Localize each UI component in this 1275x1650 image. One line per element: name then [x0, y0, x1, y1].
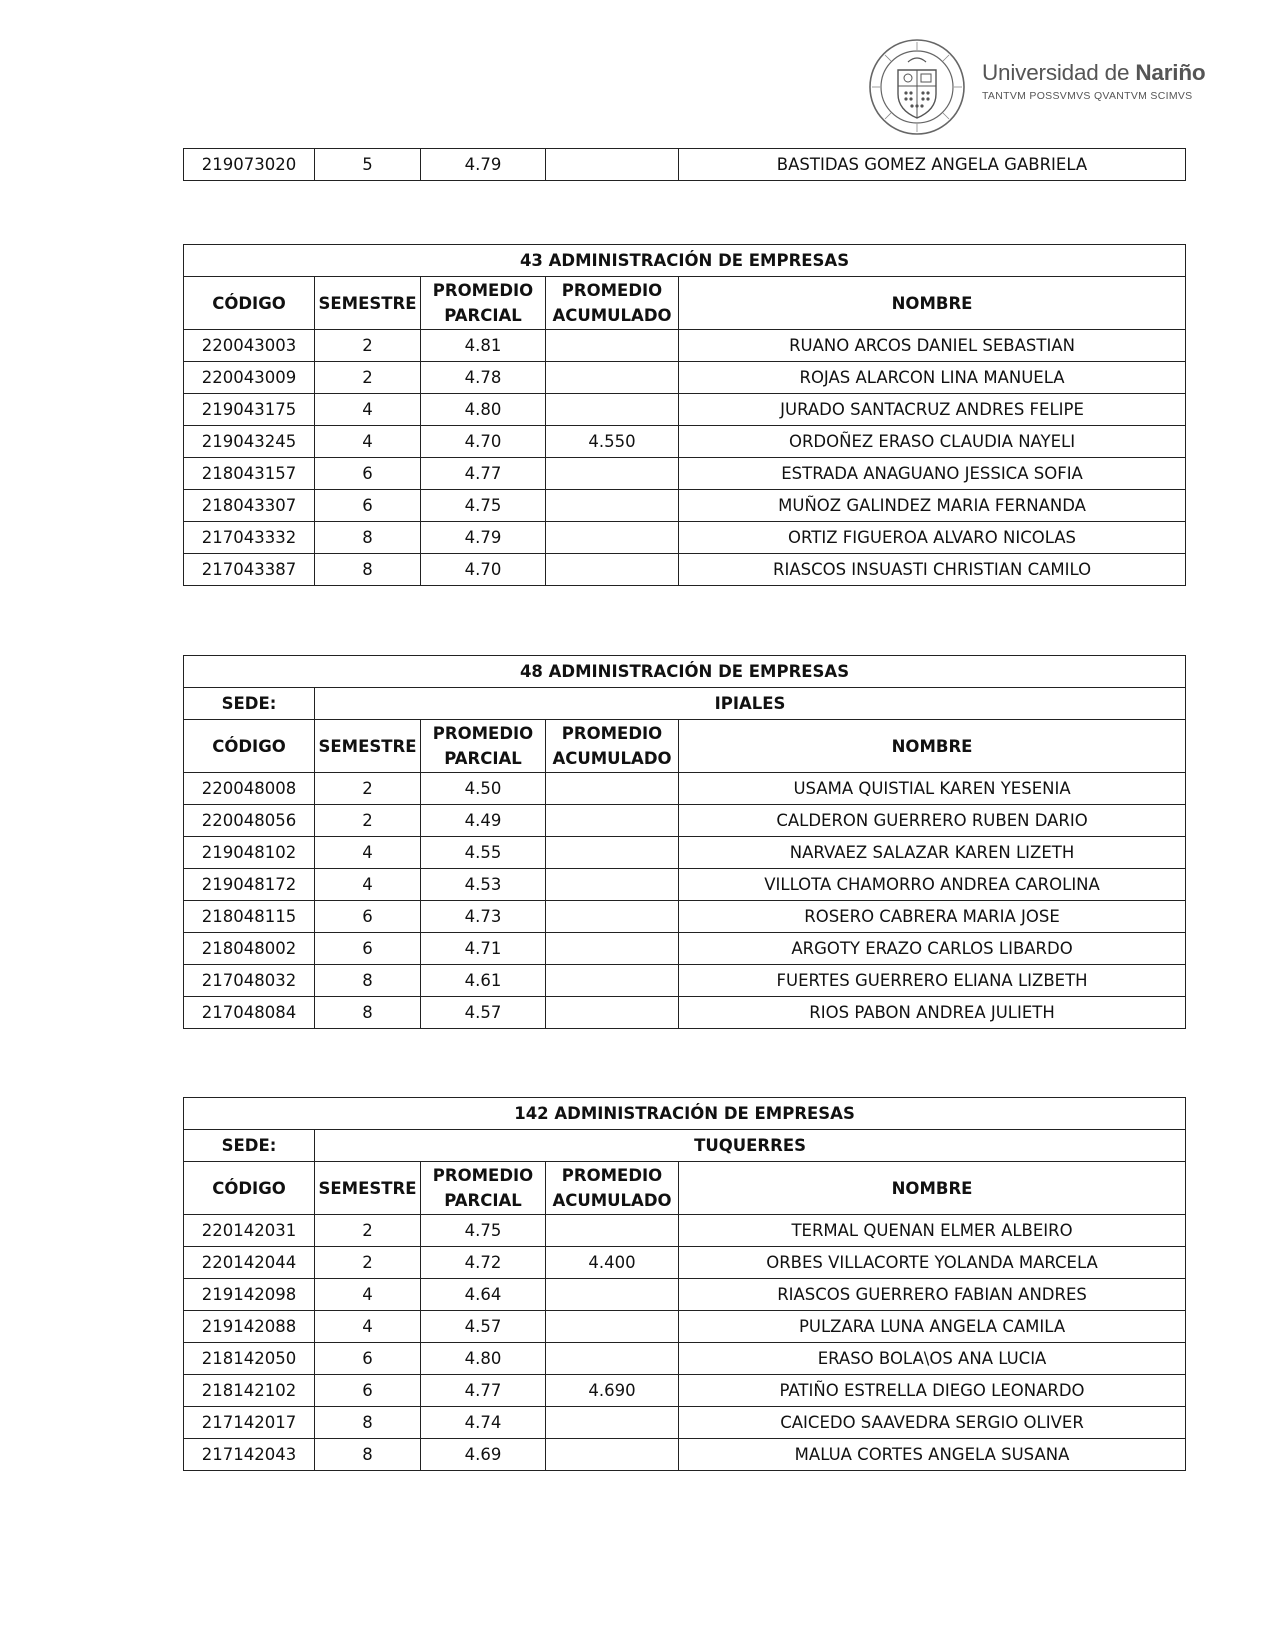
cell-nombre: JURADO SANTACRUZ ANDRES FELIPE [679, 394, 1186, 426]
cell-codigo: 218048115 [184, 901, 315, 933]
cell-semestre: 6 [315, 1343, 421, 1375]
cell-codigo: 219043175 [184, 394, 315, 426]
cell-semestre: 8 [315, 997, 421, 1029]
cell-promedio-acumulado [546, 1407, 679, 1439]
cell-nombre: PATIÑO ESTRELLA DIEGO LEONARDO [679, 1375, 1186, 1407]
cell-promedio-parcial: 4.79 [421, 522, 546, 554]
cell-codigo: 217142017 [184, 1407, 315, 1439]
cell-semestre: 8 [315, 965, 421, 997]
cell-codigo: 220043003 [184, 330, 315, 362]
cell-promedio-acumulado [546, 837, 679, 869]
cell-nombre: RIASCOS INSUASTI CHRISTIAN CAMILO [679, 554, 1186, 586]
cell-promedio-acumulado [546, 1439, 679, 1471]
cell-semestre: 4 [315, 426, 421, 458]
cell-semestre: 6 [315, 458, 421, 490]
cell-promedio-acumulado: 4.550 [546, 426, 679, 458]
university-seal-logo [868, 38, 966, 136]
cell-nombre: VILLOTA CHAMORRO ANDREA CAROLINA [679, 869, 1186, 901]
column-header-promedio-acumulado: PROMEDIO ACUMULADO [546, 720, 679, 773]
cell-nombre: USAMA QUISTIAL KAREN YESENIA [679, 773, 1186, 805]
cell-codigo: 220142031 [184, 1215, 315, 1247]
cell-nombre: ROSERO CABRERA MARIA JOSE [679, 901, 1186, 933]
cell-promedio-parcial: 4.69 [421, 1439, 546, 1471]
cell-promedio-acumulado [546, 1311, 679, 1343]
cell-codigo: 218142102 [184, 1375, 315, 1407]
cell-promedio-acumulado [546, 522, 679, 554]
table-row [184, 330, 1186, 362]
cell-nombre: CAICEDO SAAVEDRA SERGIO OLIVER [679, 1407, 1186, 1439]
cell-promedio-parcial: 4.50 [421, 773, 546, 805]
cell-promedio-parcial: 4.80 [421, 1343, 546, 1375]
cell-promedio-parcial: 4.74 [421, 1407, 546, 1439]
cell-semestre: 2 [315, 773, 421, 805]
cell-promedio-parcial: 4.55 [421, 837, 546, 869]
cell-promedio-acumulado [546, 901, 679, 933]
sede-value: TUQUERRES [315, 1130, 1186, 1162]
cell-promedio-parcial: 4.80 [421, 394, 546, 426]
cell-promedio-acumulado [546, 149, 679, 181]
table-row [184, 1247, 1186, 1279]
cell-codigo: 218142050 [184, 1343, 315, 1375]
table-row [184, 1439, 1186, 1471]
cell-codigo: 219048102 [184, 837, 315, 869]
table-row [184, 869, 1186, 901]
cell-codigo: 219142088 [184, 1311, 315, 1343]
cell-nombre: CALDERON GUERRERO RUBEN DARIO [679, 805, 1186, 837]
cell-promedio-acumulado [546, 869, 679, 901]
university-name: Universidad de Nariño [982, 60, 1206, 85]
cell-nombre: NARVAEZ SALAZAR KAREN LIZETH [679, 837, 1186, 869]
cell-semestre: 8 [315, 1439, 421, 1471]
cell-promedio-parcial: 4.75 [421, 490, 546, 522]
cell-promedio-acumulado [546, 554, 679, 586]
column-header-nombre: NOMBRE [679, 720, 1186, 773]
table-title: 48 ADMINISTRACIÓN DE EMPRESAS [184, 656, 1186, 688]
cell-semestre: 4 [315, 1279, 421, 1311]
column-header-semestre: SEMESTRE [315, 1162, 421, 1215]
cell-promedio-parcial: 4.79 [421, 149, 546, 181]
cell-nombre: FUERTES GUERRERO ELIANA LIZBETH [679, 965, 1186, 997]
cell-nombre: BASTIDAS GOMEZ ANGELA GABRIELA [679, 149, 1186, 181]
cell-nombre: PULZARA LUNA ANGELA CAMILA [679, 1311, 1186, 1343]
cell-promedio-acumulado [546, 1343, 679, 1375]
cell-promedio-parcial: 4.61 [421, 965, 546, 997]
cell-codigo: 218043157 [184, 458, 315, 490]
sede-value: IPIALES [315, 688, 1186, 720]
table-row [184, 1279, 1186, 1311]
table-row [184, 1215, 1186, 1247]
cell-codigo: 218048002 [184, 933, 315, 965]
cell-promedio-acumulado [546, 330, 679, 362]
program-43-table [183, 244, 1186, 586]
table-row [184, 901, 1186, 933]
cell-promedio-acumulado [546, 1279, 679, 1311]
cell-promedio-parcial: 4.70 [421, 426, 546, 458]
cell-promedio-parcial: 4.53 [421, 869, 546, 901]
table-row [184, 458, 1186, 490]
cell-promedio-acumulado [546, 490, 679, 522]
cell-nombre: RUANO ARCOS DANIEL SEBASTIAN [679, 330, 1186, 362]
cell-promedio-parcial: 4.81 [421, 330, 546, 362]
cell-nombre: ORTIZ FIGUEROA ALVARO NICOLAS [679, 522, 1186, 554]
cell-nombre: TERMAL QUENAN ELMER ALBEIRO [679, 1215, 1186, 1247]
cell-promedio-acumulado [546, 965, 679, 997]
cell-promedio-acumulado [546, 773, 679, 805]
table-row [184, 773, 1186, 805]
cell-promedio-parcial: 4.57 [421, 997, 546, 1029]
cell-semestre: 2 [315, 805, 421, 837]
cell-promedio-parcial: 4.70 [421, 554, 546, 586]
cell-promedio-parcial: 4.77 [421, 1375, 546, 1407]
table-row [184, 554, 1186, 586]
cell-codigo: 217142043 [184, 1439, 315, 1471]
column-header-promedio-parcial: PROMEDIO PARCIAL [421, 1162, 546, 1215]
table-row [184, 965, 1186, 997]
table-row [184, 394, 1186, 426]
cell-semestre: 6 [315, 1375, 421, 1407]
cell-codigo: 220048056 [184, 805, 315, 837]
cell-promedio-acumulado [546, 933, 679, 965]
cell-semestre: 4 [315, 837, 421, 869]
cell-semestre: 2 [315, 362, 421, 394]
cell-nombre: ORDOÑEZ ERASO CLAUDIA NAYELI [679, 426, 1186, 458]
table-row [184, 426, 1186, 458]
cell-codigo: 219043245 [184, 426, 315, 458]
cell-nombre: MUÑOZ GALINDEZ MARIA FERNANDA [679, 490, 1186, 522]
cell-promedio-acumulado [546, 362, 679, 394]
table-title: 43 ADMINISTRACIÓN DE EMPRESAS [184, 245, 1186, 277]
cell-promedio-parcial: 4.57 [421, 1311, 546, 1343]
cell-codigo: 220048008 [184, 773, 315, 805]
cell-semestre: 8 [315, 522, 421, 554]
cell-semestre: 2 [315, 1215, 421, 1247]
cell-semestre: 8 [315, 554, 421, 586]
cell-semestre: 4 [315, 394, 421, 426]
cell-semestre: 5 [315, 149, 421, 181]
table-row [184, 805, 1186, 837]
table-row [184, 1375, 1186, 1407]
table-row [184, 362, 1186, 394]
column-header-semestre: SEMESTRE [315, 277, 421, 330]
cell-nombre: MALUA CORTES ANGELA SUSANA [679, 1439, 1186, 1471]
cell-promedio-acumulado: 4.400 [546, 1247, 679, 1279]
cell-codigo: 219142098 [184, 1279, 315, 1311]
cell-nombre: ARGOTY ERAZO CARLOS LIBARDO [679, 933, 1186, 965]
cell-promedio-parcial: 4.49 [421, 805, 546, 837]
cell-semestre: 6 [315, 933, 421, 965]
column-header-nombre: NOMBRE [679, 1162, 1186, 1215]
program-48-table [183, 655, 1186, 1029]
cell-promedio-parcial: 4.77 [421, 458, 546, 490]
cell-semestre: 8 [315, 1407, 421, 1439]
university-wordmark [982, 62, 1205, 101]
table-row [184, 1311, 1186, 1343]
cell-promedio-parcial: 4.75 [421, 1215, 546, 1247]
column-header-codigo: CÓDIGO [184, 720, 315, 773]
cell-semestre: 6 [315, 490, 421, 522]
column-header-codigo: CÓDIGO [184, 1162, 315, 1215]
cell-nombre: ROJAS ALARCON LINA MANUELA [679, 362, 1186, 394]
cell-codigo: 217043387 [184, 554, 315, 586]
cell-semestre: 6 [315, 901, 421, 933]
cell-codigo: 220043009 [184, 362, 315, 394]
cell-codigo: 217048084 [184, 997, 315, 1029]
table-row [184, 933, 1186, 965]
cell-promedio-acumulado [546, 394, 679, 426]
cell-nombre: ESTRADA ANAGUANO JESSICA SOFIA [679, 458, 1186, 490]
cell-promedio-acumulado [546, 1215, 679, 1247]
cell-semestre: 4 [315, 1311, 421, 1343]
continuation-table [183, 148, 1186, 181]
cell-codigo: 217043332 [184, 522, 315, 554]
column-header-codigo: CÓDIGO [184, 277, 315, 330]
cell-nombre: RIASCOS GUERRERO FABIAN ANDRES [679, 1279, 1186, 1311]
cell-semestre: 2 [315, 330, 421, 362]
sede-label: SEDE: [184, 1130, 315, 1162]
table-row [184, 522, 1186, 554]
cell-codigo: 219073020 [184, 149, 315, 181]
cell-nombre: ORBES VILLACORTE YOLANDA MARCELA [679, 1247, 1186, 1279]
table-row [184, 490, 1186, 522]
cell-promedio-parcial: 4.78 [421, 362, 546, 394]
program-142-table [183, 1097, 1186, 1471]
cell-codigo: 218043307 [184, 490, 315, 522]
column-header-promedio-acumulado: PROMEDIO ACUMULADO [546, 277, 679, 330]
cell-codigo: 219048172 [184, 869, 315, 901]
table-row [184, 1343, 1186, 1375]
cell-nombre: RIOS PABON ANDREA JULIETH [679, 997, 1186, 1029]
cell-nombre: ERASO BOLA\OS ANA LUCIA [679, 1343, 1186, 1375]
cell-promedio-acumulado [546, 805, 679, 837]
table-row [184, 837, 1186, 869]
column-header-promedio-parcial: PROMEDIO PARCIAL [421, 277, 546, 330]
cell-promedio-parcial: 4.71 [421, 933, 546, 965]
cell-promedio-acumulado [546, 458, 679, 490]
table-row [184, 149, 1186, 181]
column-header-nombre: NOMBRE [679, 277, 1186, 330]
cell-promedio-acumulado: 4.690 [546, 1375, 679, 1407]
table-row [184, 997, 1186, 1029]
column-header-semestre: SEMESTRE [315, 720, 421, 773]
cell-semestre: 4 [315, 869, 421, 901]
column-header-promedio-acumulado: PROMEDIO ACUMULADO [546, 1162, 679, 1215]
cell-promedio-parcial: 4.64 [421, 1279, 546, 1311]
table-row [184, 1407, 1186, 1439]
sede-label: SEDE: [184, 688, 315, 720]
cell-semestre: 2 [315, 1247, 421, 1279]
cell-codigo: 217048032 [184, 965, 315, 997]
table-title: 142 ADMINISTRACIÓN DE EMPRESAS [184, 1098, 1186, 1130]
cell-promedio-parcial: 4.73 [421, 901, 546, 933]
university-motto: TANTVM POSSVMVS QVANTVM SCIMVS [982, 89, 1193, 102]
cell-promedio-acumulado [546, 997, 679, 1029]
cell-codigo: 220142044 [184, 1247, 315, 1279]
cell-promedio-parcial: 4.72 [421, 1247, 546, 1279]
column-header-promedio-parcial: PROMEDIO PARCIAL [421, 720, 546, 773]
